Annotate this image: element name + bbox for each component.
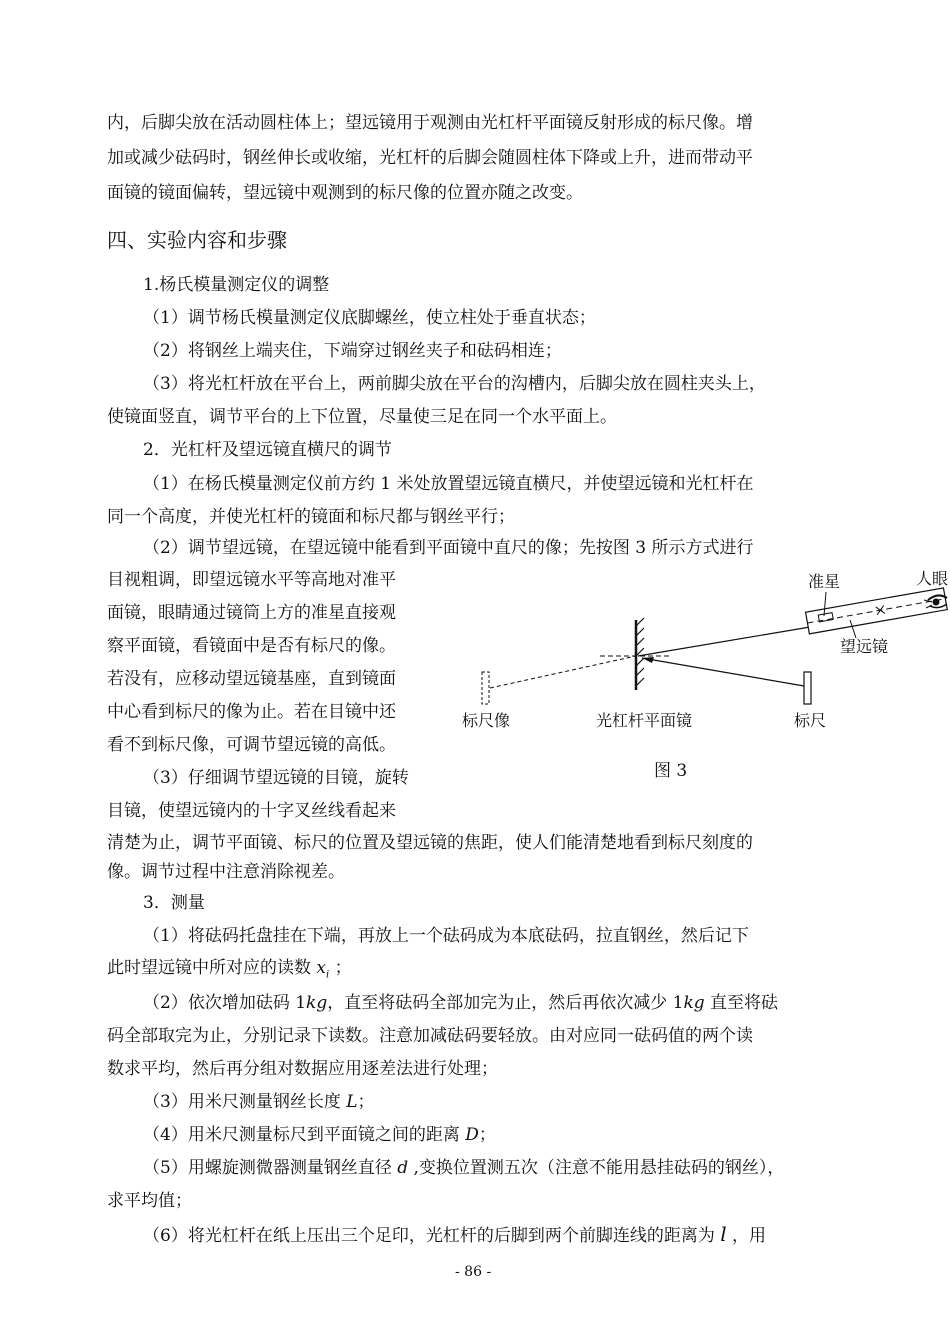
page-number: - 86 - xyxy=(455,1264,492,1280)
body-line: 数求平均，然后再分组对数据应用逐差法进行处理； xyxy=(107,1059,498,1079)
variable-d: d xyxy=(397,1158,409,1178)
body-line xyxy=(143,1224,766,1246)
body-line: （2）将钢丝上端夹住，下端穿过钢丝夹子和砝码相连； xyxy=(143,341,562,361)
text-run: ； xyxy=(478,1125,496,1145)
body-line: 若没有，应移动望远镜基座，直到镜面 xyxy=(107,669,396,689)
text-run: ，用 xyxy=(726,1226,767,1246)
scale xyxy=(804,672,811,704)
label-scale-image: 标尺像 xyxy=(462,711,511,730)
body-line: 面镜的镜面偏转，望远镜中观测到的标尺像的位置亦随之改变。 xyxy=(107,183,583,203)
text-run: ，直至将砝码全部加完为止，然后再依次减少 1 xyxy=(327,993,684,1013)
body-line xyxy=(107,958,352,985)
variable-D: D xyxy=(465,1125,479,1145)
body-line: 加或减少砝码时，钢丝伸长或收缩，光杠杆的后脚会随圆柱体下降或上升，进而带动平 xyxy=(107,148,753,168)
unit-kg: kg xyxy=(306,993,328,1013)
body-line: 看不到标尺像，可调节望远镜的高低。 xyxy=(107,735,396,755)
text-run: （4）用米尺测量标尺到平面镜之间的距离 xyxy=(143,1125,466,1145)
body-line: 察平面镜，看镜面中是否有标尺的像。 xyxy=(107,636,396,656)
scale-image xyxy=(482,672,489,704)
text-run: （6）将光杠杆在纸上压出三个足印，光杠杆的后脚到两个前脚连线的距离为 xyxy=(143,1226,721,1246)
body-line xyxy=(143,1158,784,1178)
virtual-ray xyxy=(490,656,636,688)
subscript-i: i xyxy=(326,969,330,981)
body-line xyxy=(143,1125,496,1145)
body-line: （1）将砝码托盘挂在下端，再放上一个砝码成为本底砝码，拉直钢丝，然后记下 xyxy=(143,926,749,946)
body-line xyxy=(143,993,778,1013)
telescope xyxy=(806,588,948,634)
label-eye: 人眼 xyxy=(916,569,948,588)
text-run: （5）用螺旋测微器测量钢丝直径 xyxy=(143,1158,398,1178)
ray-arrowhead xyxy=(642,657,654,663)
body-line xyxy=(143,1092,375,1112)
label-front-sight: 准星 xyxy=(808,572,841,591)
body-line: 码全部取完为止，分别记录下读数。注意加减砝码要轻放。由对应同一砝码值的两个读 xyxy=(107,1026,753,1046)
body-line: （1）在杨氏模量测定仪前方约 1 米处放置望远镜直横尺，并使望远镜和光杠杆在 xyxy=(143,474,754,494)
body-line: 像。调节过程中注意消除视差。 xyxy=(107,862,345,882)
subsection-title: 3．测量 xyxy=(143,893,205,913)
label-telescope: 望远镜 xyxy=(840,637,889,656)
text-run: ； xyxy=(329,958,352,978)
body-line: （3）仔细调节望远镜的目镜，旋转 xyxy=(143,768,409,788)
body-line: 目镜，使望远镜内的十字叉丝线看起来 xyxy=(107,801,396,821)
body-line: （2）调节望远镜，在望远镜中能看到平面镜中直尺的像；先按图 3 所示方式进行 xyxy=(143,538,754,558)
section-heading: 四、实验内容和步骤 xyxy=(107,228,287,252)
body-line: 目视粗调，即望远镜水平等高地对准平 xyxy=(107,570,396,590)
text-run: 直至将砝 xyxy=(704,993,779,1013)
body-line: （3）将光杠杆放在平台上，两前脚尖放在平台的沟槽内，后脚尖放在圆柱夹头上， xyxy=(143,374,766,394)
figure-3-diagram xyxy=(458,560,948,790)
figure-caption: 图 3 xyxy=(654,761,688,781)
body-line: 使镜面竖直，调节平台的上下位置，尽量使三足在同一个水平面上。 xyxy=(107,407,617,427)
reflected-ray xyxy=(638,627,810,656)
body-line: 同一个高度，并使光杠杆的镜面和标尺都与钢丝平行； xyxy=(107,507,515,527)
body-line: 清楚为止，调节平面镜、标尺的位置及望远镜的焦距，使人们能清楚地看到标尺刻度的 xyxy=(107,833,753,853)
variable-x: x xyxy=(316,958,326,978)
text-run: （3）用米尺测量钢丝长度 xyxy=(143,1092,347,1112)
variable-l: l xyxy=(720,1222,727,1246)
text-run: ,变换位置测五次（注意不能用悬挂砝码的钢丝）， xyxy=(408,1158,785,1178)
label-scale: 标尺 xyxy=(794,711,827,730)
body-line: （1）调节杨氏模量测定仪底脚螺丝，使立柱处于垂直状态； xyxy=(143,308,596,328)
text-run: 此时望远镜中所对应的读数 xyxy=(107,958,317,978)
body-line: 中心看到标尺的像为止。若在目镜中还 xyxy=(107,702,396,722)
body-line: 面镜，眼睛通过镜筒上方的准星直接观 xyxy=(107,603,396,623)
label-mirror: 光杠杆平面镜 xyxy=(596,711,693,730)
body-line: 内，后脚尖放在活动圆柱体上；望远镜用于观测由光杠杆平面镜反射形成的标尺像。增 xyxy=(107,113,753,133)
text-run: （2）依次增加砝码 1 xyxy=(143,993,307,1013)
unit-kg: kg xyxy=(683,993,705,1013)
subsection-title: 2．光杠杆及望远镜直横尺的调节 xyxy=(143,440,392,460)
body-line: 求平均值； xyxy=(107,1191,192,1211)
incident-ray xyxy=(642,658,804,686)
variable-L: L xyxy=(346,1092,358,1112)
text-run: ； xyxy=(357,1092,375,1112)
subsection-title: 1.杨氏模量测定仪的调整 xyxy=(143,275,330,295)
